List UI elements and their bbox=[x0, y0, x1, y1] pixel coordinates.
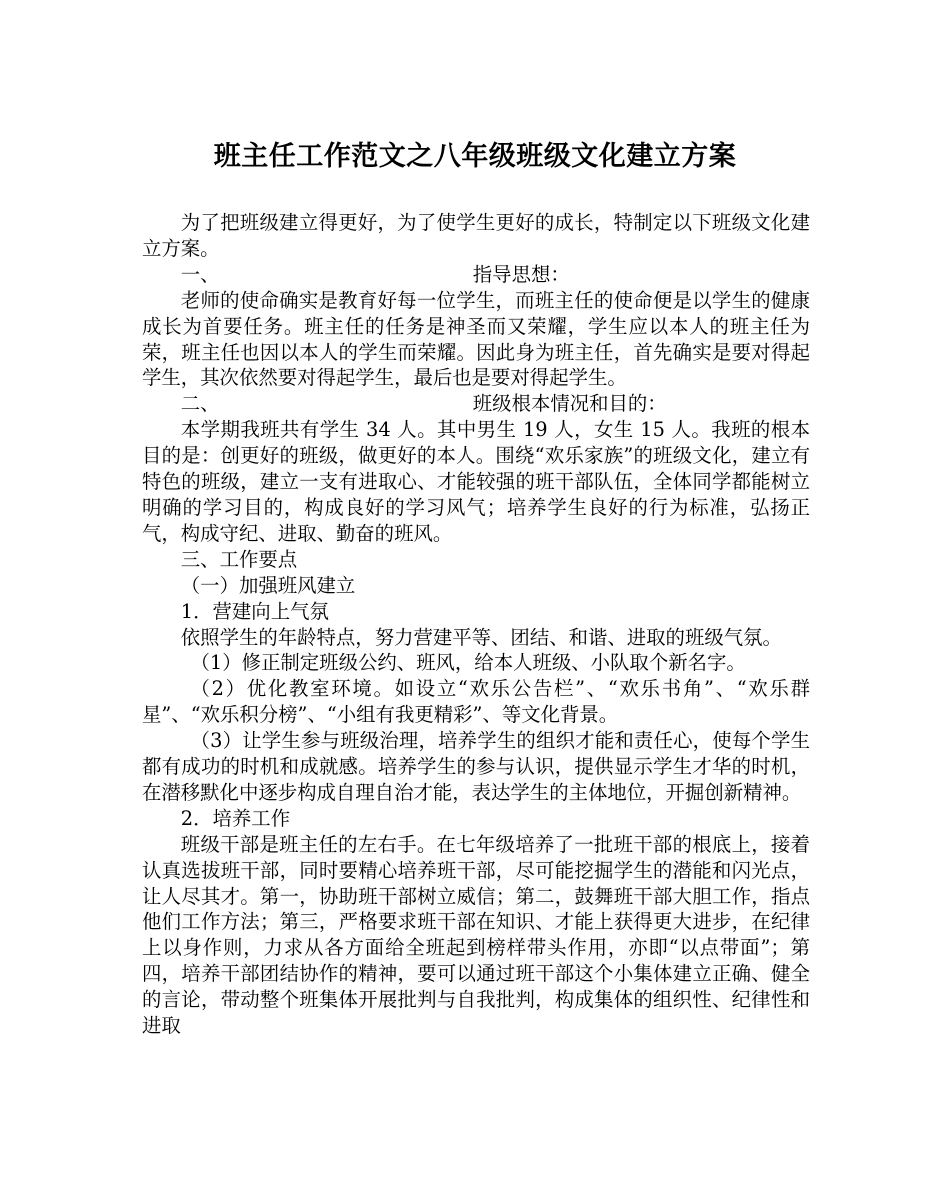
section-heading-3: 三、工作要点 bbox=[180, 547, 298, 571]
paragraph-guiding-idea: 老师的使命确实是教育好每一位学生，而班主任的使命便是以学生的健康成长为首要任务。班主任的任务是神圣而又荣耀，学生应以本人的班主任为荣，班主任也因以本人的学生而荣耀。因此身为班主任，首先确实是要对得起学生，其次依然要对得起学生，最后也是要对得起学生。 bbox=[142, 288, 810, 390]
list-item-2: （2）优化教室环境。如设立“欢乐公告栏”、“欢乐书角”、“欢乐群星”、“欢乐积分榜”、“小组有我更精彩”、等文化背景。 bbox=[142, 677, 810, 727]
document-title: 班主任工作范文之八年级班级文化建立方案 bbox=[213, 141, 737, 172]
section-number: 一、 bbox=[180, 262, 220, 286]
paragraph-class-situation: 本学期我班共有学生 34 人。其中男生 19 人，女生 15 人。我班的根本目的是：创更好的班级，做更好的本人。围绕“欢乐家族”的班级文化，建立有特色的班级，建立一支有进取心、才能较强的班干部队伍，全体同学都能树立明确的学习目的，构成良好的学习风气；培养学生良好的行为标准，弘扬正气，构成守纪、进取、勤奋的班风。 bbox=[142, 418, 810, 545]
document-body bbox=[142, 210, 810, 1039]
section-heading-2 bbox=[142, 391, 810, 417]
section-label: 指导思想： bbox=[472, 262, 570, 286]
section-heading-1 bbox=[142, 262, 810, 288]
subsection-heading: （一）加强班风建立 bbox=[180, 573, 356, 597]
subsection-item-heading-1: 1．营建向上气氛 bbox=[180, 599, 329, 623]
list-item-1: （1）修正制定班级公约、班风，给本人班级、小队取个新名字。 bbox=[190, 651, 746, 675]
section-label: 班级根本情况和目的： bbox=[472, 392, 667, 416]
paragraph-atmosphere: 依照学生的年龄特点，努力营建平等、团结、和谐、进取的班级气氛。 bbox=[180, 625, 782, 649]
list-item-3: （3）让学生参与班级治理，培养学生的组织才能和责任心，使每个学生都有成功的时机和成就感。培养学生的参与认识，提供显示学生才华的时机，在潜移默化中逐步构成自理自治才能，表达学生的主体地位，开掘创新精神。 bbox=[142, 729, 810, 804]
paragraph-cadre-training: 班级干部是班主任的左右手。在七年级培养了一批班干部的根底上，接着认真选拔班干部，同时要精心培养班干部，尽可能挖掘学生的潜能和闪光点，让人尽其才。第一，协助班干部树立威信；第二，鼓舞班干部大胆工作，指点他们工作方法；第三，严格要求班干部在知识、才能上获得更大进步，在纪律上以身作则，力求从各方面给全班起到榜样带头作用，亦即“以点带面”；第四，培养干部团结协作的精神，要可以通过班干部这个小集体建立正确、健全的言论，带动整个班集体开展批判与自我批判，构成集体的组织性、纪律性和进取 bbox=[142, 832, 810, 1038]
subsection-item-heading-2: 2．培养工作 bbox=[180, 806, 291, 830]
section-number: 二、 bbox=[180, 392, 220, 416]
intro-paragraph: 为了把班级建立得更好，为了使学生更好的成长，特制定以下班级文化建立方案。 bbox=[142, 211, 810, 260]
